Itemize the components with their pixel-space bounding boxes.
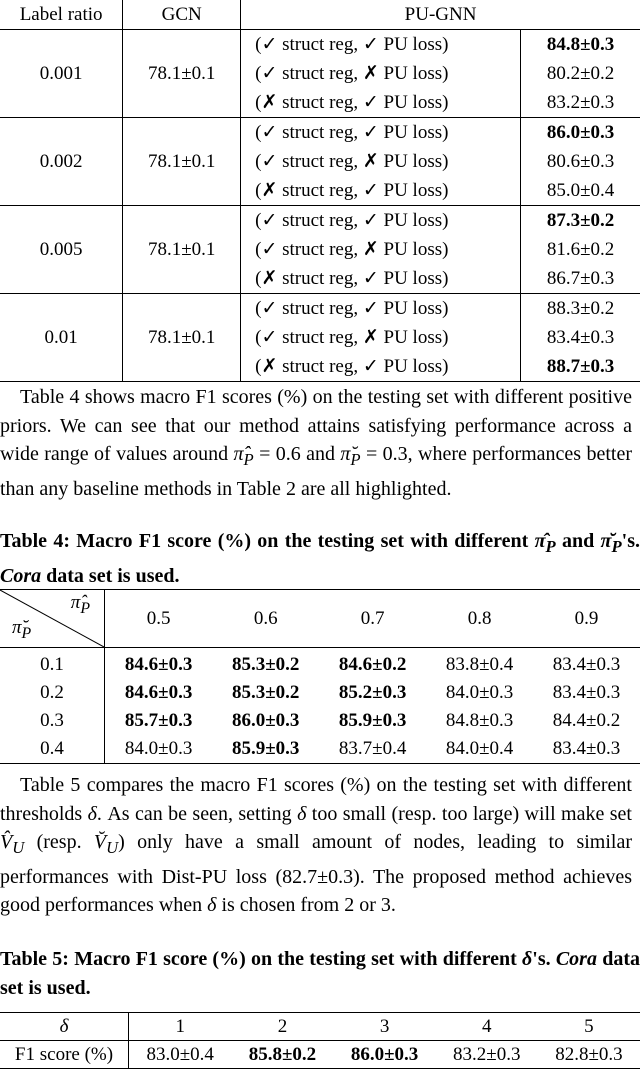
column-header: 0.5 <box>105 590 213 648</box>
table-row <box>0 206 640 236</box>
config-cell: (✓ struct reg, ✓ PU loss) <box>241 206 521 236</box>
corner-top-label: $\pî_P$ <box>70 592 90 617</box>
caption-table5: Table 5: Macro F1 score (%) on the testing set with different δ's. Cora data set is used. <box>0 948 640 999</box>
table-threshold-sensitivity <box>0 1012 640 1069</box>
score-cell: 84.6±0.3 <box>124 682 193 703</box>
score-cell: 85.9±0.3 <box>212 735 319 764</box>
score-cell: 84.6±0.2 <box>338 654 407 675</box>
caption-table4: Table 4: Macro F1 score (%) on the testing set with different $\pî_P$ and $\pĭ_P's$. Cora data set is used. <box>0 530 640 587</box>
score-cell: 85.3±0.2 <box>231 682 300 703</box>
score-cell: 85.8±0.2 <box>231 1041 333 1069</box>
config-cell: (✓ struct reg, ✗ PU loss) <box>241 59 521 88</box>
pu-gnn-score-cell: 86.0±0.3 <box>521 118 640 148</box>
score-cell: 83.4±0.3 <box>552 654 621 675</box>
score-cell: 83.7±0.4 <box>319 735 426 764</box>
config-cell: (✗ struct reg, ✓ PU loss) <box>241 264 521 294</box>
table-row <box>0 648 640 680</box>
pu-gnn-score-cell: 86.7±0.3 <box>546 268 615 289</box>
score-cell: 83.8±0.4 <box>445 654 514 675</box>
gcn-score-cell: 78.1±0.1 <box>123 206 241 294</box>
score-cell: 86.0±0.3 <box>334 1041 436 1069</box>
corner-bottom-label: $\pĭ_P$ <box>12 617 32 642</box>
pu-gnn-score-cell: 87.3±0.2 <box>521 206 640 236</box>
score-cell: 84.8±0.3 <box>445 710 514 731</box>
config-cell: (✓ struct reg, ✗ PU loss) <box>241 147 521 176</box>
pu-gnn-score-cell: 88.7±0.3 <box>521 352 640 382</box>
header-label-ratio: Label ratio <box>0 0 123 30</box>
score-cell: 84.4±0.2 <box>552 710 621 731</box>
row-header: 0.1 <box>0 648 105 680</box>
config-cell: (✓ struct reg, ✗ PU loss) <box>241 323 521 352</box>
pu-gnn-score-cell: 80.2±0.2 <box>546 63 615 84</box>
column-header: 0.6 <box>212 590 319 648</box>
score-cell: 83.4±0.3 <box>552 682 621 703</box>
paragraph-table5-discussion: Table 5 compares the macro F1 scores (%) on the testing set with different thresholds δ. As can be seen, setting δ too small (resp. too large) will make set $V̂_U$ (resp. $V̆_U$) only have a small amount of nodes, leading to similar performances with Dist-PU loss (82.7±0.3). The proposed method achieves good performances when δ is chosen from 2 or 3. <box>0 774 632 916</box>
pu-gnn-score-cell: 84.8±0.3 <box>546 34 615 55</box>
score-cell: 85.7±0.3 <box>124 710 193 731</box>
score-cell: 83.2±0.3 <box>436 1041 538 1069</box>
header-pu-gnn: PU-GNN <box>241 0 640 30</box>
score-cell: 84.0±0.3 <box>105 735 213 764</box>
score-cell: 82.8±0.3 <box>538 1041 640 1069</box>
row-header: 0.4 <box>0 735 105 764</box>
header-delta: δ <box>0 1013 129 1041</box>
table-header-row <box>0 0 640 30</box>
gcn-score-cell: 78.1±0.1 <box>123 294 241 382</box>
table-label-ratio-ablation <box>0 0 640 382</box>
column-header: 5 <box>538 1013 640 1041</box>
config-cell: (✗ struct reg, ✓ PU loss) <box>241 176 521 206</box>
score-cell: 86.0±0.3 <box>231 710 300 731</box>
pu-gnn-score-cell: 83.4±0.3 <box>546 327 615 348</box>
table-header-row <box>0 1013 640 1041</box>
pu-gnn-score-cell: 88.3±0.2 <box>521 294 640 324</box>
pu-gnn-score-cell: 85.0±0.4 <box>546 180 615 201</box>
config-cell: (✗ struct reg, ✓ PU loss) <box>241 88 521 118</box>
column-header: 0.9 <box>533 590 640 648</box>
table-row <box>0 118 640 148</box>
column-header: 0.8 <box>426 590 533 648</box>
label-ratio-cell: 0.005 <box>0 206 123 294</box>
column-header: 3 <box>334 1013 436 1041</box>
label-ratio-cell: 0.002 <box>0 118 123 206</box>
pu-gnn-score-cell: 83.2±0.3 <box>546 92 615 113</box>
pu-gnn-score-cell: 80.6±0.3 <box>546 151 615 172</box>
table-row <box>0 735 640 764</box>
table-header-row <box>0 590 640 648</box>
table-row <box>0 707 640 735</box>
table-row <box>0 679 640 707</box>
column-header: 1 <box>129 1013 232 1041</box>
header-gcn: GCN <box>123 0 241 30</box>
label-ratio-cell: 0.01 <box>0 294 123 382</box>
score-cell: 84.0±0.3 <box>445 682 514 703</box>
gcn-score-cell: 78.1±0.1 <box>123 30 241 118</box>
row-header: F1 score (%) <box>0 1041 129 1069</box>
table-row <box>0 30 640 60</box>
score-cell: 85.9±0.3 <box>338 710 407 731</box>
config-cell: (✓ struct reg, ✓ PU loss) <box>241 294 521 324</box>
config-cell: (✓ struct reg, ✗ PU loss) <box>241 235 521 264</box>
table-row <box>0 1041 640 1069</box>
config-cell: (✓ struct reg, ✓ PU loss) <box>241 118 521 148</box>
score-cell: 85.2±0.3 <box>338 682 407 703</box>
gcn-score-cell: 78.1±0.1 <box>123 118 241 206</box>
row-header: 0.3 <box>0 707 105 735</box>
row-header: 0.2 <box>0 679 105 707</box>
table-prior-sensitivity <box>0 589 640 764</box>
config-cell: (✗ struct reg, ✓ PU loss) <box>241 352 521 382</box>
column-header: 2 <box>231 1013 333 1041</box>
score-cell: 84.0±0.4 <box>426 735 533 764</box>
column-header: 0.7 <box>319 590 426 648</box>
score-cell: 84.6±0.3 <box>124 654 193 675</box>
score-cell: 83.4±0.3 <box>533 735 640 764</box>
label-ratio-cell: 0.001 <box>0 30 123 118</box>
diagonal-corner-cell <box>0 590 105 648</box>
config-cell: (✓ struct reg, ✓ PU loss) <box>241 30 521 60</box>
score-cell: 85.3±0.2 <box>231 654 300 675</box>
table-row <box>0 294 640 324</box>
score-cell: 83.0±0.4 <box>129 1041 232 1069</box>
pu-gnn-score-cell: 81.6±0.2 <box>546 239 615 260</box>
paragraph-table4-discussion: Table 4 shows macro F1 scores (%) on the testing set with different positive priors. We can see that our method attains satisfying performance across a wide range of values around $\pî_P = 0.6$ and $\pĭ_P = 0.3$, where performances better than any baseline methods in Table 2 are all highlighted. <box>0 386 632 500</box>
column-header: 4 <box>436 1013 538 1041</box>
